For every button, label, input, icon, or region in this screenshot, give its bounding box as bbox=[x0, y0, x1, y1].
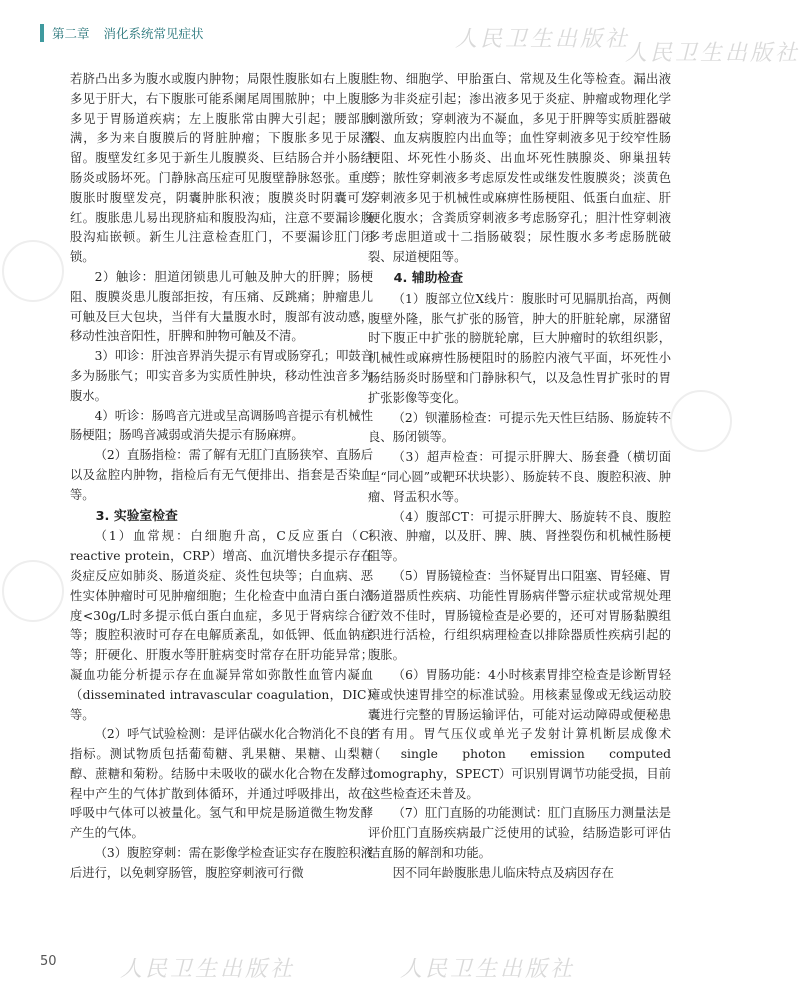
right-column bbox=[368, 70, 671, 884]
paragraph: （3）超声检查：可提示肝脾大、肠套叠（横切面呈“同心圆”或靶环状块影）、肠旋转不良、腹腔积液、肿瘤、肾盂积水等。 bbox=[368, 450, 671, 504]
watermark-text: 人民卫生出版社 bbox=[625, 41, 800, 66]
chapter-title: 消化系统常见症状 bbox=[103, 26, 204, 41]
header-accent-bar bbox=[40, 24, 44, 42]
paragraph: （5）胃肠镜检查：当怀疑胃出口阻塞、胃轻瘫、胃肠道器质性疾病、功能性胃肠病伴警示症状或常规处理疗效不佳时，胃肠镜检查是必要的，还可对胃肠黏膜组织进行活检，行组织病理检查以排除器质性疾病引起的腹胀。 bbox=[368, 568, 671, 663]
watermark-stamp bbox=[670, 390, 732, 452]
running-header bbox=[40, 18, 204, 48]
paragraph: 4）听诊：肠鸣音亢进或呈高调肠鸣音提示有机械性肠梗阻；肠鸣音减弱或消失提示有肠麻痹。 bbox=[70, 408, 373, 443]
paragraph: （4）腹部CT：可提示肝脾大、肠旋转不良、腹腔积液、肿瘤，以及肝、脾、胰、肾挫裂伤和机械性肠梗阻等。 bbox=[368, 509, 671, 564]
left-column bbox=[70, 70, 373, 884]
watermark-text: 人民卫生出版社 bbox=[455, 27, 631, 52]
paragraph: 若脐凸出多为腹水或腹内肿物；局限性腹胀如右上腹胀多见于肝大，右下腹胀可能系阑尾周围脓肿；中上腹胀多见于胃肠道疾病；左上腹胀常由脾大引起；腰部胀满，多为来自腹膜后的肾脏肿瘤；下腹胀多见于尿潴留。腹壁发红多见于新生儿腹膜炎、巨结肠合并小肠结肠炎或肠坏死。门静脉高压症可见腹壁静脉怒张。重度腹胀时腹壁发亮，阴囊肿胀积液；腹膜炎时阴囊可发红。腹胀患儿易出现脐疝和腹股沟疝，注意不要漏诊腹股沟疝嵌顿。新生儿注意检查肛门，不要漏诊肛门闭锁。 bbox=[70, 72, 373, 265]
paragraph: 生物、细胞学、甲胎蛋白、常规及生化等检查。漏出液多为非炎症引起；渗出液多见于炎症、肿瘤或物理化学刺激所致；穿刺液为不凝血，多见于肝脾等实质脏器破裂、血友病腹腔内出血等；血性穿刺液多见于绞窄性肠梗阻、坏死性小肠炎、出血坏死性胰腺炎、卵巢扭转等；脓性穿刺液多考虑原发性或继发性腹膜炎；淡黄色穿刺液多见于机械性或麻痹性肠梗阻、低蛋白血症、肝硬化腹水；含粪质穿刺液多考虑肠穿孔；胆汁性穿刺液多考虑胆道或十二指肠破裂；尿性腹水多考虑肠胱破裂、尿道梗阻等。 bbox=[368, 72, 671, 265]
paragraph: （6）胃肠功能：4小时核素胃排空检查是诊断胃轻瘫或快速胃排空的标准试验。用核素显像或无线运动胶囊进行完整的胃肠运输评估，可能对运动障碍或便秘患者有用。胃气压仪或单光子发射计算机断层成像术（single photon emission computed tomography，SPECT）可识别胃调节功能受损，目前这些检查还未普及。 bbox=[368, 667, 671, 801]
watermark-text: 人民卫生出版社 bbox=[120, 957, 296, 982]
section-heading: 4. 辅助检查 bbox=[393, 270, 464, 286]
paragraph: （2）呼气试验检测：是评估碳水化合物消化不良的指标。测试物质包括葡萄糖、乳果糖、果糖、山梨糖醇、蔗糖和菊粉。结肠中未吸收的碳水化合物在发酵过程中产生的气体扩散到体循环，并通过呼吸排出，故在呼吸中气体可以被量化。氢气和甲烷是肠道微生物发酵产生的气体。 bbox=[70, 727, 373, 841]
paragraph: 2）触诊：胆道闭锁患儿可触及肿大的肝脾；肠梗阻、腹膜炎患儿腹部拒按，有压痛、反跳痛；肿瘤患儿可触及巨大包块，当伴有大量腹水时，腹部有波动感，移动性浊音阳性，肝脾和肿物可触及不清。 bbox=[70, 269, 373, 344]
paragraph: 3）叩诊：肝浊音界消失提示有胃或肠穿孔；叩鼓音多为肠胀气；叩实音多为实质性肿块，移动性浊音多为腹水。 bbox=[70, 349, 373, 403]
section-heading: 3. 实验室检查 bbox=[95, 508, 178, 524]
watermark-stamp bbox=[2, 560, 64, 622]
paragraph: （1）血常规：白细胞升高，C反应蛋白（C-reactive protein，CRP）增高、血沉增快多提示存在炎症反应如肺炎、肠道炎症、炎性包块等；白血病、恶性实体肿瘤时可见肿瘤细胞；生化检查中血清白蛋白浓度<30g/L时多提示低白蛋白血症，多见于肾病综合征等；腹腔积液时可存在电解质紊乱，如低钾、低血钠症等；肝硬化、肝腹水等肝脏病变时常存在肝功能异常；凝血功能分析提示存在血凝异常如弥散性血管内凝血（disseminated intravascular coagulation，DIC）等。 bbox=[70, 529, 373, 722]
watermark-text: 人民卫生出版社 bbox=[400, 957, 576, 982]
paragraph: （2）钡灌肠检查：可提示先天性巨结肠、肠旋转不良、肠闭锁等。 bbox=[368, 410, 671, 445]
page-number: 50 bbox=[40, 954, 57, 969]
watermark-stamp bbox=[2, 240, 64, 302]
paragraph: （3）腹腔穿刺：需在影像学检查证实存在腹腔积液后进行，以免刺穿肠管，腹腔穿刺液可行微 bbox=[70, 846, 373, 880]
chapter-label: 第二章 bbox=[52, 26, 90, 41]
paragraph: （7）肛门直肠的功能测试：肛门直肠压力测量法是评价肛门直肠疾病最广泛使用的试验，结肠造影可评估结直肠的解剖和功能。 bbox=[368, 806, 671, 861]
paragraph: （2）直肠指检：需了解有无肛门直肠狭窄、直肠后以及盆腔内肿物，指检后有无气便排出、指套是否染血等。 bbox=[70, 448, 373, 502]
paragraph: （1）腹部立位X线片：腹胀时可见膈肌抬高，两侧腹壁外隆，胀气扩张的肠管，肿大的肝脏轮廓，尿潴留时下腹正中扩张的膀胱轮廓，巨大肿瘤时的软组织影，机械性或麻痹性肠梗阻时的肠腔内液气平面，坏死性小肠结肠炎时肠壁和门静脉积气，以及急性胃扩张时的胃扩张影像等变化。 bbox=[368, 291, 671, 405]
paragraph: 因不同年龄腹胀患儿临床特点及病因存在 bbox=[392, 865, 614, 880]
